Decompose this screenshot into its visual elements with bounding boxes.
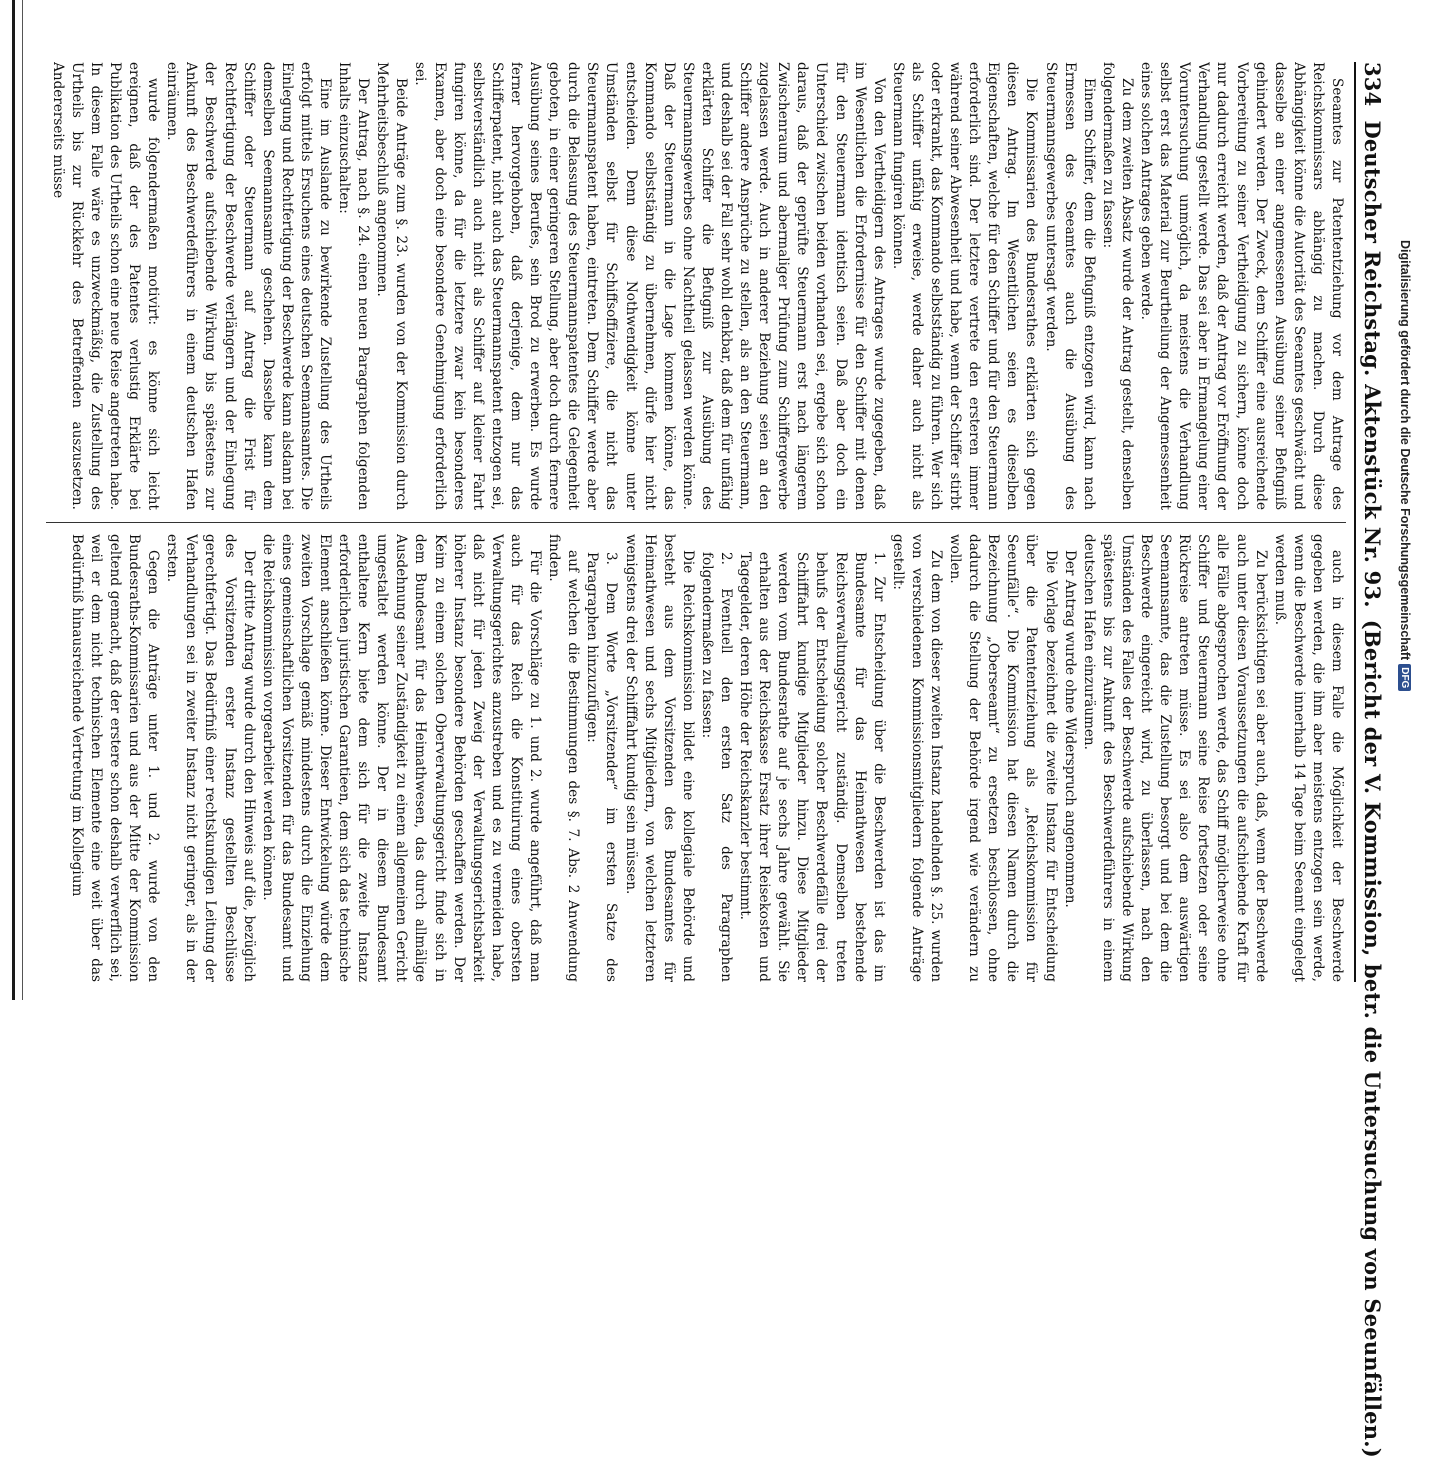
left-column-paragraph: Einem Schiffer, dem die Befugniß entzogen wird, kann nach Ermessen des Seeamtes auch die Ausübung des Steuermannsgewerbes untersagt werden. [1042, 62, 1097, 510]
left-column-paragraph: Beide Anträge zum §. 23. wurden von der Kommission durch Mehrheitsbeschluß angenommen. [374, 62, 410, 510]
left-column-paragraph: Seeamtes zur Patententziehung vor dem Antrage des Reichskommissars abhängig zu machen. Durch diese Abhängigkeit könne die Autorität des Seeamtes geschwächt und dasselbe an einer angemessenen Ausübung seiner Befugniß gehindert werden. Der Zweck, dem Schiffer eine ausreichende Vorbereitung zu seiner Vertheidigung zu sichern, könne doch nur dadurch erreicht werden, daß der Antrag vor Eröffnung der Verhandlung gestellt werde. Das sei aber in Ermangelung einer Voruntersuchung unmöglich, da meistens die Verhandlung selbst erst das Material zur Beurtheilung der Angemessenheit eines solchen Antrages geben werde. [1138, 62, 1345, 510]
right-column-paragraph: Der dritte Antrag wurde durch den Hinweis auf die, bezüglich des Vorsitzenden erster Instanz gestellten Beschlüsse gerechtfertigt. Das Bedürfniß einer rechtskundigen Leitung der Verhandlungen sei in zweiter Instanz nicht geringer, als in der ersten. [164, 534, 257, 982]
right-column-paragraph: Der Antrag wurde ohne Widerspruch angenommen. [1061, 550, 1078, 908]
left-column-paragraph: wurde folgendermaßen motivirt: es könne sich leicht ereignen, daß der des Patentes verlustig Erklärte bei Publikation des Urtheils schon eine neue Reise angetreten habe. In diesem Falle wäre es unzweckmäßig, die Zustellung des Urtheils bis zur Rückkehr des Betreffenden auszusetzen. Andererseits müsse [49, 62, 162, 510]
scan-edge-line [22, 0, 23, 1000]
right-column-paragraph: auch in diesem Falle die Möglichkeit der Beschwerde gegeben werden, die ihm aber meistens entzogen sein werde, wenn die Beschwerde innerhalb 14 Tage beim Seeamt eingelegt werden muß. [1271, 534, 1345, 982]
left-column-paragraph: Der Antrag, nach §. 24. einen neuen Paragraphen folgenden Inhalts einzuschalten: [336, 62, 372, 510]
right-column-paragraph: Zu dem von dieser zweiten Instanz handelnden §. 25. wurden von verschiedenen Kommissionsmitgliedern folgende Anträge gestellt: [889, 534, 945, 982]
right-column-paragraph: Gegen die Anträge unter 1. und 2. wurde von den Bundesraths-Kommissarien und aus der Mitte der Kommission geltend gemacht, daß der erstere schon deshalb verwerflich sei, weil er dem nicht technischen Elemente eine weit über das Bedürfniß hinausreichende Vertretung im Kollegium [68, 534, 162, 982]
right-column-paragraph: 1. Zur Entscheidung über die Beschwerden ist das im Bundesamte für das Heimathwesen bestehende Reichsverwaltungsgericht zuständig. Demselben treten behufs der Entscheidung solcher Beschwerdefälle drei der Schifffahrt kundige Mitglieder hinzu. Diese Mitglieder werden vom Bundesrathe auf je sechs Jahre gewählt. Sie erhalten aus der Reichskasse Ersatz ihrer Reisekosten und Tagegelder, deren Höhe der Reichskanzler bestimmt. [737, 552, 887, 982]
digitization-credit: Digitalisierung gefördert durch die Deutsche Forschungsgemeinschaft [1398, 240, 1412, 661]
column-divider [46, 522, 1346, 523]
left-column-paragraph: Zu dem zweiten Absatz wurde der Antrag gestellt, denselben folgendermaßen zu fassen: [1099, 62, 1135, 510]
rotated-page [30, 62, 1400, 1458]
left-column-paragraph: Die Kommissarien des Bundesrathes erklärten sich gegen diesen Antrag. Im Wesentlichen seien es dieselben Eigenschaften, welche für den Schiffer und für den Steuermann erforderlich sind. Der letztere vertrete den ersteren immer während seiner Abwesenheit und habe, wenn der Schiffer stirbt oder erkrankt, das Kommando selbstständig zu führen. Wer sich als Schiffer unfähig erweise, werde daher auch nicht als Steuermann fungiren können. [889, 62, 1040, 510]
right-column-paragraph: Für die Vorschläge zu 1. und 2. wurde angeführt, daß man auch für das Reich die Konstituirung eines obersten Verwaltungsgerichtes anzustreben und es zu vermeiden habe, daß nicht für jeden Zweig der Verwaltungsgerichtsbarkeit höherer Instanz besondere Behörden geschaffen werden. Der Keim zu einem solchen Oberverwaltungsgericht finde sich in dem Bundesamt für das Heimathwesen, das durch allmälige Ausdehnung seiner Zuständigkeit zu einem allgemeinen Gericht umgestaltet werden könne. Der in diesem Bundesamt enthaltene Kern biete dem sich für die zweite Instanz erforderlichen juristischen Garantieen, dem sich das technische Element anschließen könne. Dieser Entwickelung würde dem zweiten Vorschlage gemäß mindestens durch die Einziehung eines gemeinschaftlichen Vorsitzenden für das Bundesamt und die Reichskommission vorgearbeitet werden können. [259, 534, 544, 982]
left-column [46, 62, 1346, 510]
running-head-left: Deutscher Reichstag. Aktenstück Nr. 93. [1360, 120, 1385, 608]
right-column-paragraph: auf welchen die Bestimmungen des §. 7. Abs. 2 Anwendung finden. [546, 534, 582, 982]
left-column-paragraph: Von den Vertheidigern des Antrages wurde zugegeben, daß im Wesentlichen die Erfordernisse für den Schiffer mit denen für den Steuermann identisch seien. Daß aber doch ein Unterschied zwischen beiden vorhanden sei, ergebe sich schon daraus, daß der geprüfte Steuermann erst nach längerem Zwischenraum und abermaliger Prüfung zum Schiffergewerbe zugelassen werde. Auch in anderer Beziehung seien an den Schiffer andere Ansprüche zu stellen, als an den Steuermann, und deshalb sei der Fall sehr wohl denkbar, daß dem für unfähig erklärten Schiffer die Befugniß zur Ausübung des Steuermannsgewerbes ohne Nachtheil gelassen werden könne. Daß der Steuermann in die Lage kommen könne, das Kommando selbstständig zu übernehmen, dürfe hier nicht entscheiden. Denn diese Nothwendigkeit könne unter Umständen selbst für Schiffsoffiziere, die nicht das Steuermannspatent haben, eintreten. Dem Schiffer werde aber durch die Belassung des Steuermannspatentes die Gelegenheit geboten, in einer geringeren Stellung, aber doch durch fernere Ausübung seines Berufes, sein Brod zu erwerben. Es wurde ferner hervorgehoben, daß derjenige, dem nur das Schifferpatent, nicht auch das Steuermannspatent entzogen sei, selbstverständlich auch nicht als Schiffer auf kleiner Fahrt fungiren könne, da für die letztere zwar kein besonderes Examen, aber doch eine besondere Genehmigung erforderlich sei. [412, 62, 887, 510]
dfg-logo: DFG [1399, 664, 1412, 691]
digitization-note [1392, 240, 1418, 980]
right-column-paragraph: 2. Eventuell den ersten Satz des Paragraphen folgendermaßen zu fassen: [698, 552, 734, 982]
running-head-right: (Bericht der V. Kommission, betr. die Untersuchung von Seeunfällen.) [1360, 619, 1385, 1458]
text-columns [46, 62, 1346, 982]
left-column-paragraph: Eine im Auslande zu bewirkende Zustellung des Urtheils erfolgt mittels Ersuchens eines deutschen Seemannsamtes. Die Einlegung und Rechtfertigung der Beschwerde kann alsdann bei demselben Seemannsamte geschehen. Dasselbe kann dem Schiffer oder Steuermann auf Antrag die Frist für Rechtfertigung der Beschwerde verlängern und der Einlegung der Beschwerde aufschiebende Wirkung bis spätestens zur Ankunft des Beschwerdeführers in einem deutschen Hafen einräumen. [164, 62, 334, 510]
running-head-rule [1354, 62, 1356, 982]
scan-edge-shadow [12, 0, 15, 1000]
right-column [46, 534, 1346, 982]
right-column-paragraph: 3. Dem Worte „Vorsitzender“ im ersten Satze des Paragraphen hinzuzufügen: [584, 552, 620, 982]
right-column-paragraph: Die Vorlage bezeichnet die zweite Instanz für Entscheidung über die Patententziehung als „Reichskommission für Seeunfälle“. Die Kommission hat diesen Namen durch die Bezeichnung „Oberseeamt“ zu ersetzen beschlossen, ohne dadurch die Stellung der Behörde irgend wie verändern zu wollen. [947, 534, 1059, 982]
right-column-paragraph: Die Reichskommission bildet eine kollegiale Behörde und besteht aus dem Vorsitzenden des Bundesamtes für Heimathwesen und sechs Mitgliedern, von welchen letzteren wenigstens drei der Schifffahrt kundig sein müssen. [622, 534, 696, 982]
page-number: 334 [1360, 62, 1385, 107]
right-column-paragraph: Zu berücksichtigen sei aber auch, daß, wenn der Beschwerde auch unter diesen Voraussetzungen die aufschiebende Kraft für alle Fälle abgesprochen werde, das Schiff möglicherweise ohne Schiffer und Steuermann seine Reise fortsetzen oder seine Rückreise antreten müsse. Es sei also dem auswärtigen Seemannsamte, das die Zustellung besorgt und bei dem die Beschwerde eingereicht wird, zu überlassen, nach den Umständen des Falles der Beschwerde aufschiebende Wirkung spätestens bis zur Ankunft des Beschwerdeführers in einem deutschen Hafen einzuräumen. [1080, 534, 1269, 982]
